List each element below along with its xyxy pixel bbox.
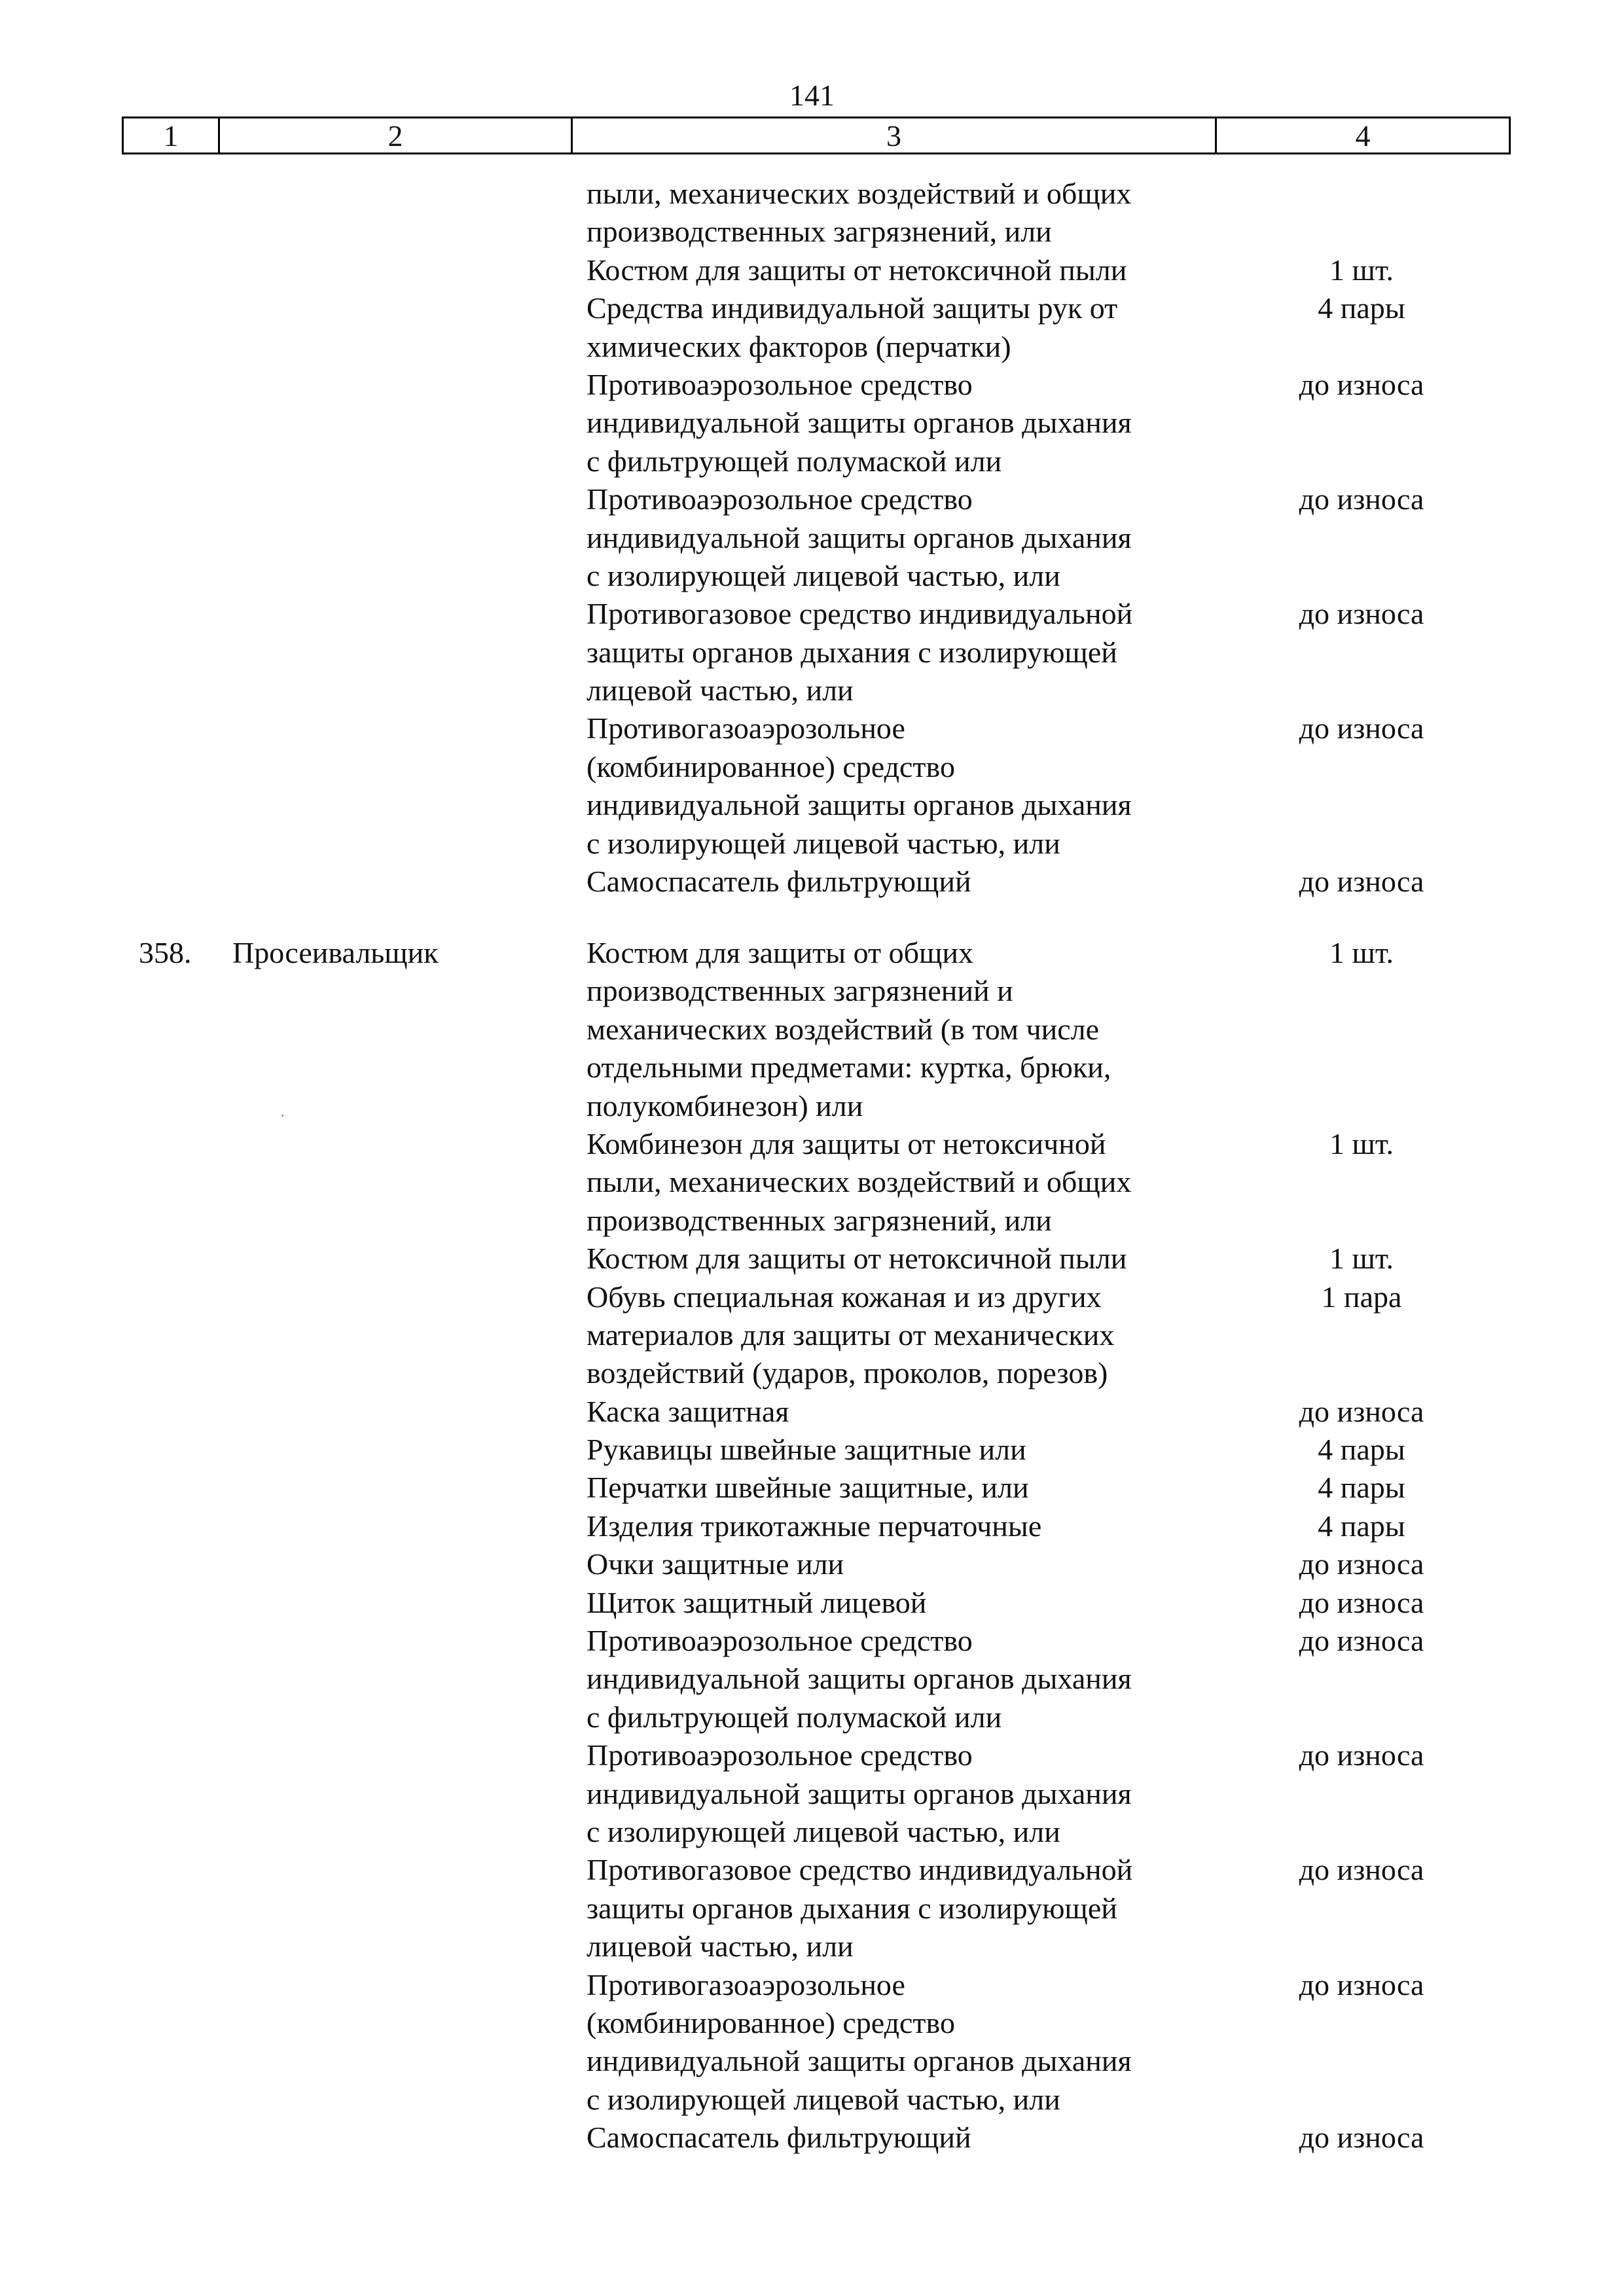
issue-norm: 4 пары (1318, 1471, 1405, 1505)
item-text: Перчатки швейные защитные, или (586, 1471, 1029, 1505)
item-line (0, 480, 1624, 518)
item-line (0, 1584, 1624, 1622)
item-text: Комбинезон для защиты от нетоксичной (586, 1126, 1106, 1160)
item-line (0, 1851, 1624, 1889)
item-line (0, 1354, 1624, 1392)
item-text: индивидуальной защиты органов дыхания (586, 406, 1132, 440)
item-line (0, 366, 1624, 404)
item-line (0, 825, 1624, 863)
item-text: Противоаэрозольное средство (586, 1738, 973, 1772)
item-line (0, 934, 1624, 972)
issue-norm: до износа (1299, 482, 1424, 516)
item-line (0, 1011, 1624, 1049)
item-line (0, 1431, 1624, 1469)
item-line (0, 634, 1624, 672)
item-text: с фильтрующей полумаской или (586, 444, 1002, 478)
item-text: воздействий (ударов, проколов, порезов) (586, 1356, 1108, 1390)
item-text: Противогазоаэрозольное (586, 1967, 905, 2001)
item-line (0, 1278, 1624, 1316)
issue-norm: до износа (1299, 2121, 1424, 2155)
issue-norm: до износа (1299, 367, 1424, 401)
item-line (0, 1507, 1624, 1545)
profession-name: Просеивальщик (232, 936, 439, 969)
item-text: лицевой частью, или (586, 1929, 854, 1964)
item-line (0, 672, 1624, 709)
continuation-block (0, 175, 1624, 901)
item-text: производственных загрязнений, или (586, 215, 1052, 249)
item-text: Противоаэрозольное средство (586, 482, 973, 516)
item-line (0, 2042, 1624, 2080)
item-text: Каска защитная (586, 1394, 789, 1428)
item-text: индивидуальной защиты органов дыхания (586, 788, 1132, 822)
item-line (0, 1698, 1624, 1736)
item-line (0, 1736, 1624, 1774)
scan-speck (281, 1115, 283, 1117)
item-text: индивидуальной защиты органов дыхания (586, 1776, 1132, 1810)
item-line (0, 1660, 1624, 1698)
issue-norm: до износа (1299, 597, 1424, 631)
item-line (0, 863, 1624, 901)
issue-norm: 4 пары (1318, 1509, 1405, 1543)
item-text: пыли, механических воздействий и общих (586, 1165, 1132, 1199)
item-text: производственных загрязнений, или (586, 1203, 1052, 1237)
item-text: Противоаэрозольное средство (586, 1624, 973, 1658)
item-line (0, 786, 1624, 824)
item-line (0, 595, 1624, 633)
item-text: с изолирующей лицевой частью, или (586, 826, 1060, 860)
item-line (0, 1545, 1624, 1583)
issue-norm: до износа (1299, 1624, 1424, 1658)
item-text: Щиток защитный лицевой (586, 1585, 927, 1619)
item-line (0, 1125, 1624, 1163)
item-text: Костюм для защиты от общих (586, 936, 974, 969)
issue-norm: до износа (1299, 711, 1424, 745)
item-line (0, 1928, 1624, 1965)
item-text: (комбинированное) средство (586, 749, 955, 783)
item-line (0, 1240, 1624, 1278)
item-text: с изолирующей лицевой частью, или (586, 1814, 1060, 1848)
item-text: Противоаэрозольное средство (586, 367, 973, 401)
item-line (0, 1202, 1624, 1240)
item-text: Самоспасатель фильтрующий (586, 2121, 971, 2155)
issue-norm: до износа (1299, 1394, 1424, 1428)
issue-norm: 1 пара (1321, 1280, 1402, 1314)
item-line (0, 1049, 1624, 1086)
item-text: защиты органов дыхания с изолирующей (586, 635, 1117, 669)
item-line (0, 213, 1624, 251)
item-text: Рукавицы швейные защитные или (586, 1433, 1026, 1467)
issue-norm: до износа (1299, 1853, 1424, 1887)
item-text: индивидуальной защиты органов дыхания (586, 2044, 1132, 2078)
item-text: с фильтрующей полумаской или (586, 1700, 1002, 1734)
item-text: полукомбинезон) или (586, 1088, 863, 1122)
issue-norm: до износа (1299, 865, 1424, 899)
item-line (0, 2004, 1624, 2042)
issue-norm: до износа (1299, 1585, 1424, 1619)
item-text: отдельными предметами: куртка, брюки, (586, 1050, 1111, 1085)
column-header-4: 4 (1355, 118, 1371, 152)
item-line (0, 1890, 1624, 1928)
item-line (0, 1163, 1624, 1201)
entry-358 (0, 934, 1624, 2157)
issue-norm: 4 пары (1318, 291, 1405, 325)
page-number: 141 (789, 79, 835, 112)
item-text: Противогазоаэрозольное (586, 711, 905, 745)
item-text: Очки защитные или (586, 1547, 844, 1581)
item-text: пыли, механических воздействий и общих (586, 177, 1132, 210)
item-line (0, 1813, 1624, 1851)
item-text: Противогазовое средство индивидуальной (586, 1853, 1133, 1887)
issue-norm: до износа (1299, 1738, 1424, 1772)
item-text: с изолирующей лицевой частью, или (586, 558, 1060, 592)
item-text: (комбинированное) средство (586, 2005, 955, 2039)
item-text: с изолирующей лицевой частью, или (586, 2082, 1060, 2116)
item-line (0, 1469, 1624, 1507)
item-line (0, 1316, 1624, 1354)
item-text: Изделия трикотажные перчаточные (586, 1509, 1042, 1543)
item-text: химических факторов (перчатки) (586, 329, 1011, 363)
item-text: Обувь специальная кожаная и из других (586, 1280, 1102, 1314)
item-line (0, 2119, 1624, 2157)
item-text: индивидуальной защиты органов дыхания (586, 1662, 1132, 1696)
entry-number: 358. (139, 936, 192, 969)
item-line (0, 175, 1624, 213)
item-line (0, 1622, 1624, 1660)
item-line (0, 1775, 1624, 1813)
item-text: Костюм для защиты от нетоксичной пыли (586, 1242, 1127, 1276)
column-header-1: 1 (124, 118, 220, 152)
issue-norm: до износа (1299, 1967, 1424, 2001)
item-line (0, 289, 1624, 327)
item-line (0, 557, 1624, 595)
issue-norm: 1 шт. (1329, 1126, 1394, 1160)
issue-norm: 1 шт. (1329, 1242, 1394, 1276)
item-text: производственных загрязнений и (586, 974, 1013, 1008)
item-text: Самоспасатель фильтрующий (586, 865, 971, 899)
item-line (0, 1393, 1624, 1431)
item-line (0, 328, 1624, 366)
item-line (0, 1087, 1624, 1125)
item-line (0, 519, 1624, 557)
item-line (0, 442, 1624, 480)
item-line (0, 404, 1624, 442)
item-text: Средства индивидуальной защиты рук от (586, 291, 1118, 325)
column-header-row (122, 117, 1511, 154)
item-text: защиты органов дыхания с изолирующей (586, 1891, 1117, 1925)
item-text: Костюм для защиты от нетоксичной пыли (586, 253, 1127, 287)
item-line (0, 2081, 1624, 2119)
item-line (0, 972, 1624, 1010)
column-header-2: 2 (220, 118, 573, 152)
item-line (0, 748, 1624, 786)
issue-norm: 4 пары (1318, 1433, 1405, 1467)
item-line (0, 1966, 1624, 2004)
issue-norm: 1 шт. (1329, 936, 1394, 969)
issue-norm: 1 шт. (1329, 253, 1394, 287)
item-text: Противогазовое средство индивидуальной (586, 597, 1133, 631)
issue-norm: до износа (1299, 1547, 1424, 1581)
item-text: индивидуальной защиты органов дыхания (586, 520, 1132, 554)
item-text: материалов для защиты от механических (586, 1318, 1115, 1352)
item-line (0, 251, 1624, 289)
item-line (0, 709, 1624, 747)
column-header-3: 3 (573, 118, 1217, 152)
item-text: лицевой частью, или (586, 673, 854, 708)
item-text: механических воздействий (в том числе (586, 1012, 1100, 1046)
